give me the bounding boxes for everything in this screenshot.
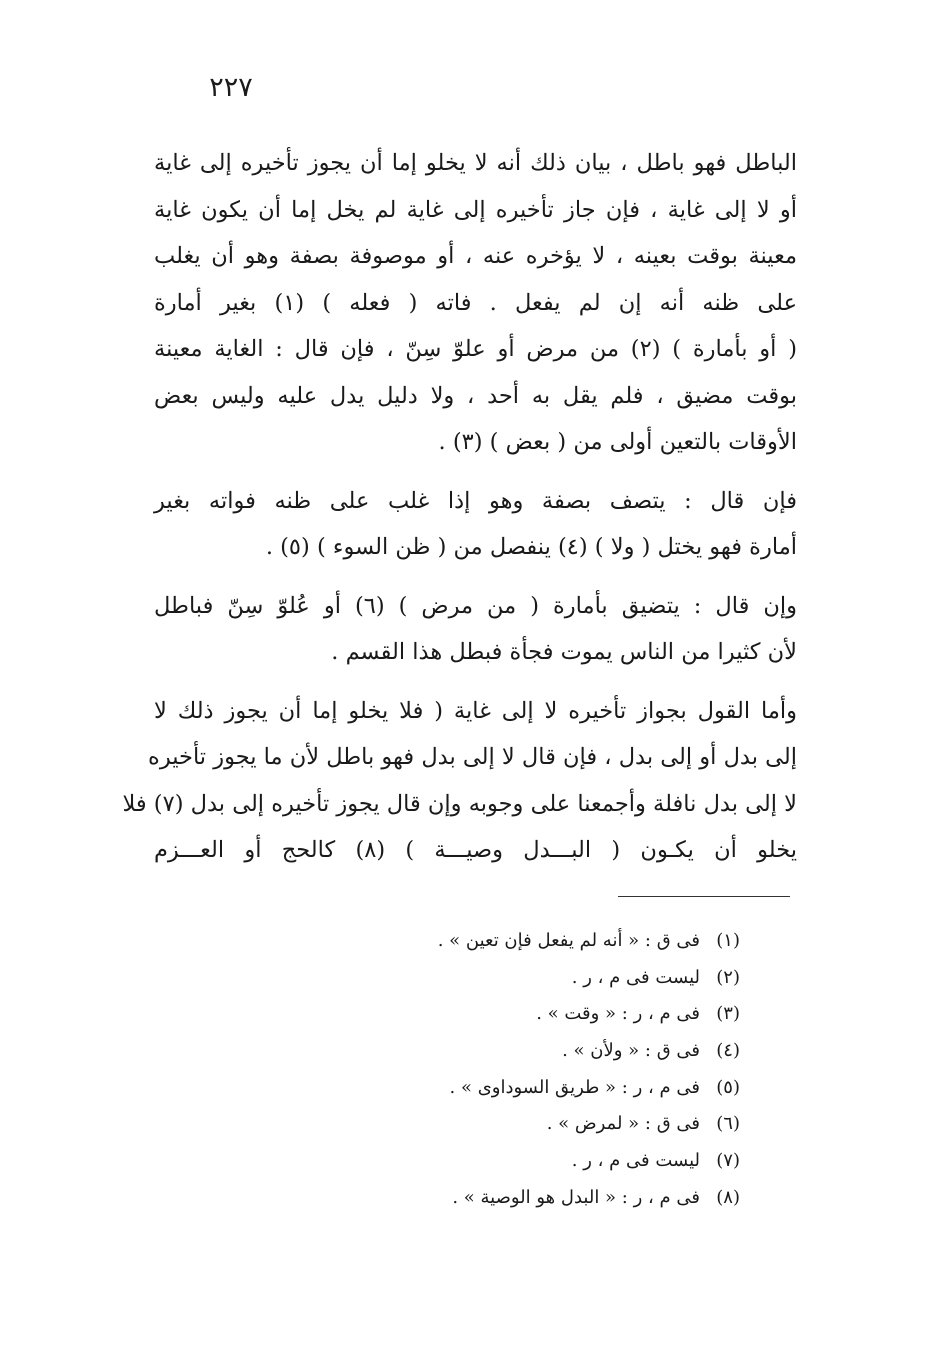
text-line: لا إلى بدل نافلة وأجمعنا على وجوبه وإن قال يجوز تأخيره إلى بدل (٧) فلا bbox=[122, 790, 797, 817]
footnote-number: (١) bbox=[716, 930, 740, 951]
text-line: أمارة فهو يختل ( ولا ) (٤) ينفصل من ( ظن السوء ) (٥) . bbox=[265, 534, 797, 560]
footnote-text: فى م ، ر : « طريق السوداوى » . bbox=[449, 1076, 700, 1098]
text-line: وإن قال : يتضيق بأمارة ( من مرض ) (٦) أو عُلوّ سِنّ فباطل bbox=[154, 592, 797, 619]
footnote bbox=[300, 1033, 740, 1070]
footnote bbox=[300, 996, 740, 1033]
footnote-text: فى ق : « ولأن » . bbox=[562, 1040, 700, 1062]
text-line: أو لا إلى غاية ، فإن جاز تأخيره إلى غاية لم يخل إما أن يكون غاية bbox=[154, 196, 797, 223]
footnote-text: ليست فى م ، ر . bbox=[571, 1150, 700, 1172]
footnote-text: فى م ، ر : « البدل هو الوصية » . bbox=[452, 1186, 700, 1208]
footnote bbox=[300, 923, 740, 960]
footnote bbox=[300, 960, 740, 997]
footnote-text: فى ق : « أنه لم يفعل فإن تعين » . bbox=[437, 930, 700, 951]
footnote bbox=[300, 1106, 740, 1143]
footnote-number: (٣) bbox=[716, 1003, 740, 1025]
text-line: فإن قال : يتصف بصفة وهو إذا غلب على ظنه فواته بغير bbox=[154, 487, 797, 514]
footnote-number: (٦) bbox=[716, 1113, 740, 1135]
text-line: إلى بدل أو إلى بدل ، فإن قال لا إلى بدل فهو باطل لأن ما يجوز تأخيره bbox=[148, 744, 797, 770]
text-line: ( أو بأمارة ) (٢) من مرض أو علوّ سِنّ ، فإن قال : الغاية معينة bbox=[154, 336, 797, 362]
text-line: الباطل فهو باطل ، بيان ذلك أنه لا يخلو إما أن يجوز تأخيره إلى غاية bbox=[154, 150, 797, 176]
text-line: الأوقات بالتعين أولى من ( بعض ) (٣) . bbox=[438, 429, 797, 455]
footnote-number: (٨) bbox=[716, 1186, 740, 1208]
text-line: معينة بوقت بعينه ، لا يؤخره عنه ، أو موصوفة بصفة وهو أن يغلب bbox=[154, 243, 797, 269]
main-text bbox=[122, 140, 798, 874]
footnote-number: (٧) bbox=[716, 1150, 740, 1172]
footnote-text: ليست فى م ، ر . bbox=[571, 966, 700, 988]
text-line: على ظنه أنه إن لم يفعل . فاته ( فعله ) (١) بغير أمارة bbox=[154, 289, 798, 316]
footnote-text: فى م ، ر : « وقت » . bbox=[536, 1003, 700, 1025]
footnotes bbox=[300, 923, 740, 1217]
footnote-number: (٥) bbox=[716, 1076, 740, 1098]
text-line: وأما القول بجواز تأخيره لا إلى غاية ( فلا يخلو إما أن يجوز ذلك لا bbox=[154, 697, 797, 724]
text-line: بوقت مضيق ، فلم يقل به أحد ، ولا دليل يدل عليه وليس بعض bbox=[154, 382, 797, 409]
text-line: يخلو أن يكـون ( البـــدل وصيـــة ) (٨) كالحج أو العـــزم bbox=[154, 837, 798, 863]
footnote-number: (٢) bbox=[716, 966, 740, 988]
footnote bbox=[300, 1070, 740, 1107]
text-line: لأن كثيرا من الناس يموت فجأة فبطل هذا القسم . bbox=[331, 639, 797, 665]
footnote-text: فى ق : « لمرض » . bbox=[546, 1113, 700, 1135]
footnote bbox=[300, 1143, 740, 1180]
footnote-separator bbox=[618, 896, 790, 897]
page-number: ٢٢٧ bbox=[209, 72, 253, 103]
footnote-number: (٤) bbox=[716, 1040, 740, 1062]
footnote bbox=[300, 1180, 740, 1217]
